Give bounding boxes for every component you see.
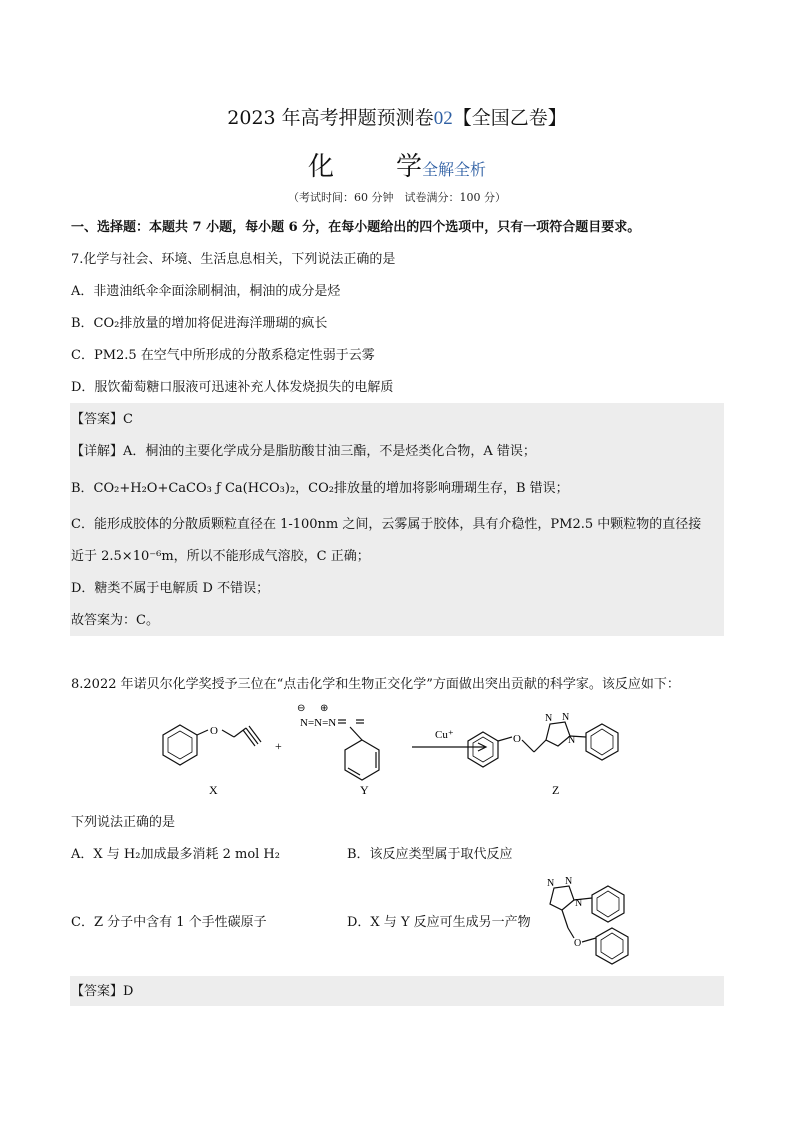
page-title: [0, 103, 794, 130]
label-x: X: [209, 783, 218, 797]
alt-nitrogen-1: N: [547, 878, 555, 889]
subject-char-2: 学: [395, 152, 422, 182]
q8-option-b: B．该反应类型属于取代反应: [347, 847, 513, 862]
q7-explain-d: D．糖类不属于电解质 D 不错误；: [71, 581, 270, 596]
title-number: 02: [433, 108, 453, 129]
q8-option-d: D．X 与 Y 反应可生成另一产物: [347, 915, 531, 930]
reaction-scheme: [150, 700, 650, 800]
label-y: Y: [360, 783, 369, 797]
q8-stem: 8.2022 年诺贝尔化学奖授予三位在“点击化学和生物正交化学”方面做出突出贡献的科学家。该反应如下：: [71, 677, 680, 692]
section-heading: 一、选择题：本题共 7 小题，每小题 6 分，在每小题给出的四个选项中，只有一项符合题目要求。: [71, 220, 641, 235]
subject-tag: 全解全析: [422, 160, 487, 179]
title-suffix: 【全国乙卷】: [452, 107, 567, 129]
title-text: 2023 年高考押题预测卷: [227, 107, 434, 129]
q8-prompt: 下列说法正确的是: [71, 815, 176, 830]
label-z: Z: [552, 783, 560, 797]
alt-nitrogen-2: N: [565, 876, 573, 887]
q7-option-a: A．非遗油纸伞伞面涂刷桐油，桐油的成分是烃: [71, 284, 341, 299]
z-triazole-ring: [546, 722, 570, 746]
q7-explain-c: C．能形成胶体的分散质颗粒直径在 1-100nm 之间，云雾属于胶体，具有介稳性，PM2.5 中颗粒物的直径接: [71, 517, 702, 532]
q8-answer: 【答案】D: [71, 984, 134, 999]
subject-char-1: 化: [307, 152, 334, 182]
x-oxygen: O: [210, 725, 218, 737]
charge-minus: ⊖: [297, 703, 306, 714]
y-benzene-ring: [345, 740, 379, 780]
q7-stem: 7.化学与社会、环境、生活息息相关，下列说法正确的是: [71, 252, 396, 267]
q7-conclusion: 故答案为：C。: [71, 613, 159, 628]
azide-group: N=N=N: [300, 717, 337, 729]
plus-sign: +: [275, 739, 282, 753]
q7-option-c: C．PM2.5 在空气中所形成的分散系稳定性弱于云雾: [71, 348, 375, 363]
q7-explain-b: B．CO₂+H₂O+CaCO₃ ƒ Ca(HCO₃)₂，CO₂排放量的增加将影响珊瑚生存，B 错误；: [71, 481, 569, 496]
z-nitrogen-3: N: [568, 735, 576, 746]
q7-explain-c2: 近于 2.5×10⁻⁶m，所以不能形成气溶胶，C 正确；: [71, 549, 370, 564]
charge-plus: ⊕: [320, 703, 329, 714]
q8-option-a: A．X 与 H₂加成最多消耗 2 mol H₂: [71, 847, 280, 862]
q7-option-d: D．服饮葡萄糖口服液可迅速补充人体发烧损失的电解质: [71, 380, 394, 395]
z-nitrogen-2: N: [562, 712, 570, 723]
alt-nitrogen-3: N: [575, 898, 583, 909]
q7-answer: 【答案】C: [71, 412, 133, 427]
q7-explain-a: 【详解】A．桐油的主要化学成分是脂肪酸甘油三酯，不是烃类化合物，A 错误；: [71, 444, 536, 459]
q8-option-c: C．Z 分子中含有 1 个手性碳原子: [71, 915, 267, 930]
alt-triazole-ring: [550, 886, 574, 910]
subject-heading: [0, 146, 794, 183]
z-nitrogen-1: N: [545, 713, 553, 724]
z-oxygen: O: [513, 733, 521, 745]
alt-oxygen: O: [574, 938, 582, 949]
catalyst-label: Cu⁺: [435, 729, 454, 741]
alternate-product-structure: [540, 876, 650, 971]
q7-option-b: B．CO₂排放量的增加将促进海洋珊瑚的疯长: [71, 316, 328, 331]
exam-info: （考试时间：60 分钟 试卷满分：100 分）: [288, 191, 506, 204]
